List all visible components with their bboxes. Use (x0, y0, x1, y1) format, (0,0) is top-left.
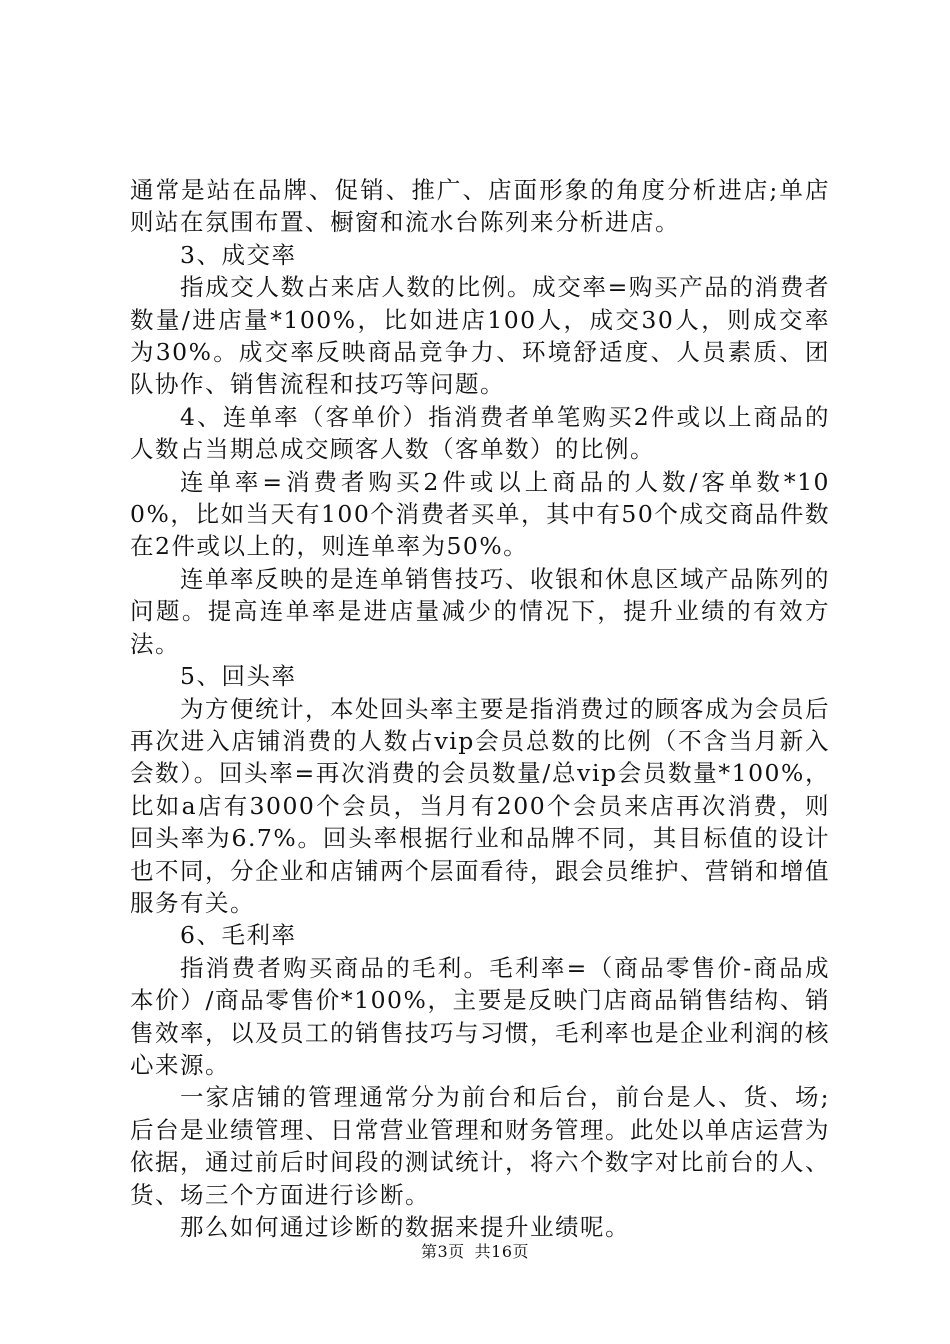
paragraph-return-rate: 为方便统计，本处回头率主要是指消费过的顾客成为会员后再次进入店铺消费的人数占vip会员总数的比例（不含当月新入会数）。回头率=再次消费的会员数量/总vip会员数量*100%，比如a店有3000个会员，当月有200个会员来店再次消费，则回头率为6.7%。回头率根据行业和品牌不同，其目标值的设计也不同，分企业和店铺两个层面看待，跟会员维护、营销和增值服务有关。 (130, 694, 830, 917)
section-heading-return-rate: 5、回头率 (180, 662, 297, 691)
paragraph-multi-item-rate-formula: 连单率=消费者购买2件或以上商品的人数/客单数*100%，比如当天有100个消费者买单，其中有50个成交商品件数在2件或以上的，则连单率为50%。 (130, 467, 830, 561)
page-total: 共16页 (474, 1242, 530, 1261)
section-heading-gross-margin: 6、毛利率 (180, 921, 297, 950)
paragraph-continuation: 通常是站在品牌、促销、推广、店面形象的角度分析进店;单店则站在氛围布置、橱窗和流水台陈列来分析进店。 (130, 176, 830, 237)
paragraph-conversion-rate: 指成交人数占来店人数的比例。成交率=购买产品的消费者数量/进店量*100%，比如进店100人，成交30人，则成交率为30%。成交率反映商品竞争力、环境舒适度、人员素质、团队协作、销售流程和技巧等问题。 (130, 273, 830, 399)
paragraph-gross-margin: 指消费者购买商品的毛利。毛利率=（商品零售价-商品成本价）/商品零售价*100%，主要是反映门店商品销售结构、销售效率，以及员工的销售技巧与习惯，毛利率也是企业利润的核心来源。 (130, 953, 830, 1079)
page-number: 第3页 (420, 1242, 465, 1261)
paragraph-multi-item-rate-definition: 4、连单率（客单价）指消费者单笔购买2件或以上商品的人数占当期总成交顾客人数（客单数）的比例。 (130, 402, 830, 464)
paragraph-multi-item-rate-meaning: 连单率反映的是连单销售技巧、收银和休息区域产品陈列的问题。提高连单率是进店量减少的情况下，提升业绩的有效方法。 (130, 564, 830, 658)
paragraph-store-management: 一家店铺的管理通常分为前台和后台，前台是人、货、场;后台是业绩管理、日常营业管理和财务管理。此处以单店运营为依据，通过前后时间段的测试统计，将六个数字对比前台的人、货、场三个方面进行诊断。 (130, 1083, 830, 1209)
section-heading-conversion-rate: 3、成交率 (180, 240, 297, 269)
page-footer (0, 1242, 950, 1262)
document-body (130, 174, 830, 1243)
paragraph-closing-question: 那么如何通过诊断的数据来提升业绩呢。 (180, 1213, 630, 1241)
